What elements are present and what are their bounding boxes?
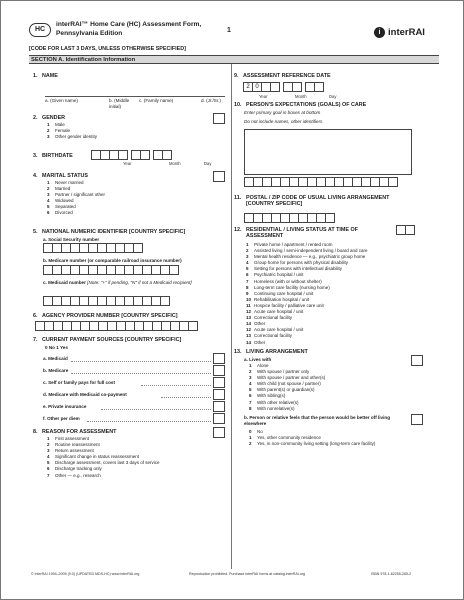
option: 2 Assisted living / semi-independent living / board and care <box>246 248 368 254</box>
q12-residential-status-label: 12. RESIDENTIAL / LIVING STATUS AT TIME OF ASSESSMENT <box>234 227 359 240</box>
footer-isbn: ISBN 978-1-62255-265-2 <box>371 572 412 576</box>
option: 1 Never married <box>47 180 84 185</box>
gender-options <box>47 122 97 140</box>
option: 13 Correctional facility <box>246 315 293 321</box>
option: 10 Rehabilitation hospital / unit <box>246 296 310 302</box>
reference-month-label: Month <box>295 94 307 99</box>
ssn-label: a. Social Security number <box>43 237 100 242</box>
payment-private-insurance-box[interactable] <box>213 401 225 412</box>
option: 2 Yes, in non-community living setting (long-term care facility) <box>249 441 376 447</box>
payment-medicare-label: b. Medicare <box>43 368 69 373</box>
option: 4 Widowed <box>47 198 74 204</box>
option: 12 Acute care hospital / unit <box>246 327 304 333</box>
leader-dots <box>71 361 211 362</box>
section-title: SECTION A. Identification Information <box>29 55 439 64</box>
option: 2 With spouse / partner only <box>249 369 310 375</box>
form-title <box>56 21 266 38</box>
name-part-family: c. (Family name) <box>139 98 174 103</box>
payment-codes: 0 No 1 Yes <box>45 345 68 350</box>
birthdate-month-label: Month <box>169 161 181 166</box>
payment-medicaid-box[interactable] <box>213 353 225 364</box>
q6-agency-provider-label: 6. AGENCY PROVIDER NUMBER [COUNTRY SPECIFIC] <box>33 313 178 319</box>
leader-dots <box>71 373 211 374</box>
option: 4 Group home for persons with physical disability <box>246 260 349 266</box>
option: 3 Partner / significant other <box>47 192 106 198</box>
marital-options <box>47 180 105 217</box>
option: 11 Hospice facility / palliative care unit <box>246 302 324 308</box>
live-elsewhere-label: b. Person or relative feels that the person would be better off living elsewhere <box>244 415 391 426</box>
option: 9 Continuing care hospital / unit <box>246 290 314 296</box>
interrai-logo <box>374 27 425 38</box>
leader-dots <box>101 409 211 410</box>
option: 2 Routine reassessment <box>47 442 100 448</box>
q3-birthdate-label: 3. BIRTHDATE <box>33 153 73 159</box>
option: 6 Divorced <box>47 210 73 216</box>
goals-instruction-1: Enter primary goal in boxes at bottom <box>244 110 321 115</box>
option: 5 Separated <box>47 204 76 210</box>
reference-year-label: Year <box>259 94 268 99</box>
lives-with-code-box[interactable] <box>411 355 423 366</box>
agency-provider-boxes[interactable] <box>35 321 197 331</box>
lives-with-options <box>249 363 325 412</box>
option: 12 Acute care hospital / unit <box>246 309 304 315</box>
reference-date-boxes[interactable]: 2 0 <box>243 82 323 92</box>
lives-with-label: a. Lives with <box>244 357 272 362</box>
page-number: 1 <box>227 27 231 34</box>
q8-reason-label: 8. REASON FOR ASSESSMENT <box>33 429 117 435</box>
payment-other-label: f. Other per diem <box>43 416 80 421</box>
name-part-suffix: d. (Jr./Sr.) <box>201 98 221 103</box>
option: 1 Yes, other community residence <box>249 435 321 441</box>
marital-code-box[interactable] <box>213 171 225 182</box>
name-part-given: a. (Given name) <box>45 98 78 103</box>
medicaid-number-label: c. Medicaid number [Note: "+" if pending, "N" if not a Medicaid recipient] <box>43 280 192 285</box>
option: 8 With nonrelative(s) <box>249 405 295 411</box>
option: 4 Significant change in status reassessment <box>47 454 140 460</box>
residential-code-boxes[interactable] <box>396 225 414 235</box>
gender-code-box[interactable] <box>213 113 225 124</box>
reason-code-box[interactable] <box>213 427 225 438</box>
logo-mark-icon: i <box>374 27 385 38</box>
option: 5 Discharge assessment, covers last 3 days of service <box>47 460 160 466</box>
option: 1 Male <box>47 122 65 127</box>
option: 6 Discharge tracking only <box>47 466 102 472</box>
form-badge: HC <box>29 23 51 37</box>
q9-reference-date-label: 9. ASSESSMENT REFERENCE DATE <box>234 73 331 79</box>
q7-payment-sources-label: 7. CURRENT PAYMENT SOURCES [COUNTRY SPECIFIC] <box>33 337 182 343</box>
ssn-boxes[interactable] <box>43 243 142 253</box>
payment-self-box[interactable] <box>213 377 225 388</box>
goals-text-area[interactable] <box>244 129 412 175</box>
postal-code-boxes[interactable] <box>244 213 334 223</box>
option: 5 With parent(s) or guardian(s) <box>249 387 315 393</box>
option: 8 Long-term care facility (nursing home) <box>246 284 330 290</box>
name-input-line[interactable] <box>45 96 225 97</box>
option: 6 Psychiatric hospital / unit <box>246 272 304 278</box>
q4-marital-label: 4. MARITAL STATUS <box>33 173 89 179</box>
medicaid-number-boxes[interactable] <box>43 296 169 306</box>
q13-living-arrangement-label: 13. LIVING ARRANGEMENT <box>234 349 308 355</box>
medicare-number-boxes[interactable] <box>43 265 178 275</box>
leader-dots <box>141 385 211 386</box>
payment-medicare-medicaid-box[interactable] <box>213 389 225 400</box>
q10-goals-label: 10. PERSON'S EXPECTATIONS (GOALS) OF CARE <box>234 102 367 108</box>
residential-options <box>246 242 368 346</box>
live-elsewhere-options <box>249 429 375 447</box>
medicare-number-label: b. Medicare number (or comparable railroad insurance number) <box>43 258 182 263</box>
payment-medicaid-label: a. Medicaid <box>43 356 68 361</box>
option: 3 Other gender identity <box>47 134 98 140</box>
option: 0 No <box>249 429 263 434</box>
logo-text: interRAI <box>388 27 425 38</box>
payment-self-label: c. Self or family pays for full cost <box>43 380 115 385</box>
option: 1 Private home / apartment / rented room <box>246 242 333 247</box>
birthdate-year-label: Year <box>123 161 132 166</box>
option: 3 Mental health residence — e.g., psychiatric group home <box>246 254 366 260</box>
option: 2 Married <box>47 186 71 192</box>
option: 14 Other <box>246 339 266 345</box>
payment-medicare-medicaid-label: d. Medicare with Medicaid co-payment <box>43 392 127 397</box>
birthdate-boxes[interactable] <box>91 150 171 160</box>
leader-dots <box>161 397 211 398</box>
name-part-middle: b. (Middle initial) <box>109 98 130 109</box>
form-title-line1: interRAI™ Home Care (HC) Assessment Form, <box>56 21 202 28</box>
option: 2 Female <box>47 128 71 134</box>
option: 5 Setting for persons with intellectual disability <box>246 266 343 272</box>
option: 13 Correctional facility <box>246 333 293 339</box>
reference-day-label: Day <box>329 94 337 99</box>
code-instruction: [CODE FOR LAST 3 DAYS, UNLESS OTHERWISE SPECIFIED] <box>29 46 186 52</box>
q1-name-label: 1. NAME <box>33 73 58 79</box>
payment-medicare-box[interactable] <box>213 365 225 376</box>
q5-national-id-label: 5. NATIONAL NUMERIC IDENTIFIER [COUNTRY SPECIFIC] <box>33 229 186 235</box>
footer-copyright: © interRAI 1994–2009 (9.0) (UPDATED MDS-HC) www.interRAI.org <box>31 572 140 576</box>
live-elsewhere-code-box[interactable] <box>411 414 423 425</box>
payment-other-box[interactable] <box>213 413 225 424</box>
form-header <box>29 21 439 43</box>
payment-private-insurance-label: e. Private insurance <box>43 404 87 409</box>
form-title-line2: Pennsylvania Edition <box>56 29 123 37</box>
option: 7 Other — e.g., research <box>47 472 101 478</box>
q11-postal-code-label: 11. POSTAL / ZIP CODE OF USUAL LIVING ARRANGEMENT [COUNTRY SPECIFIC] <box>234 195 390 208</box>
q2-gender-label: 2. GENDER <box>33 115 66 121</box>
goals-instruction-2: Do not include names, other identifiers <box>244 119 323 124</box>
reason-options <box>47 436 160 479</box>
footer-reproduction: Reproduction prohibited. Purchase interRAI forms at catalog.interRAI.org <box>189 572 306 576</box>
option: 14 Other <box>246 321 266 327</box>
option: 7 Homeless (with or without shelter) <box>246 278 322 284</box>
leader-dots <box>87 421 211 422</box>
option: 1 First assessment <box>47 436 90 441</box>
goals-code-boxes[interactable] <box>244 177 397 187</box>
option: 3 Return assessment <box>47 448 94 454</box>
option: 3 With spouse / partner and other(s) <box>249 375 326 381</box>
option: 1 Alone <box>249 363 269 368</box>
option: 7 With other relative(s) <box>249 399 299 405</box>
option: 6 With sibling(s) <box>249 393 286 399</box>
option: 4 With child (not spouse / partner) <box>249 381 321 387</box>
column-divider <box>231 64 232 569</box>
birthdate-day-label: Day <box>204 161 212 166</box>
